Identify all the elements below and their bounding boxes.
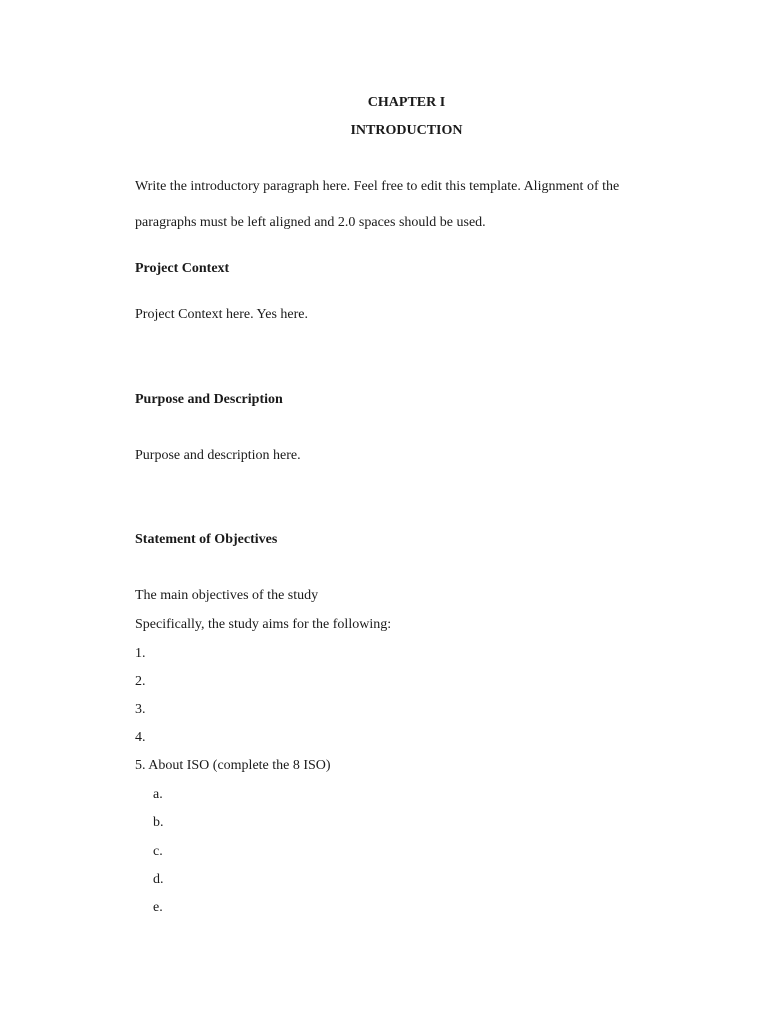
objectives-heading: Statement of Objectives — [135, 532, 278, 547]
chapter-number: CHAPTER I — [367, 95, 446, 110]
iso-subitem-c: c. — [153, 844, 163, 859]
objectives-main: The main objectives of the study — [135, 588, 319, 603]
project-context-body: Project Context here. Yes here. — [135, 307, 309, 322]
chapter-title: INTRODUCTION — [350, 123, 463, 138]
iso-subitem-b: b. — [153, 815, 164, 830]
iso-subitem-d: d. — [153, 872, 164, 887]
objective-item-1: 1. — [135, 646, 146, 661]
objectives-specific: Specifically, the study aims for the following: — [135, 617, 392, 632]
intro-paragraph-line-1: Write the introductory paragraph here. Feel free to edit this template. Alignment of the — [135, 179, 620, 194]
project-context-heading: Project Context — [135, 261, 230, 276]
iso-subitem-e: e. — [153, 900, 163, 915]
objective-item-3: 3. — [135, 702, 146, 717]
iso-subitem-a: a. — [153, 787, 163, 802]
intro-paragraph-line-2: paragraphs must be left aligned and 2.0 spaces should be used. — [135, 215, 486, 230]
objective-item-5: 5. About ISO (complete the 8 ISO) — [135, 758, 331, 773]
objective-item-2: 2. — [135, 674, 146, 689]
purpose-heading: Purpose and Description — [135, 392, 283, 407]
objective-item-4: 4. — [135, 730, 146, 745]
purpose-body: Purpose and description here. — [135, 448, 301, 463]
